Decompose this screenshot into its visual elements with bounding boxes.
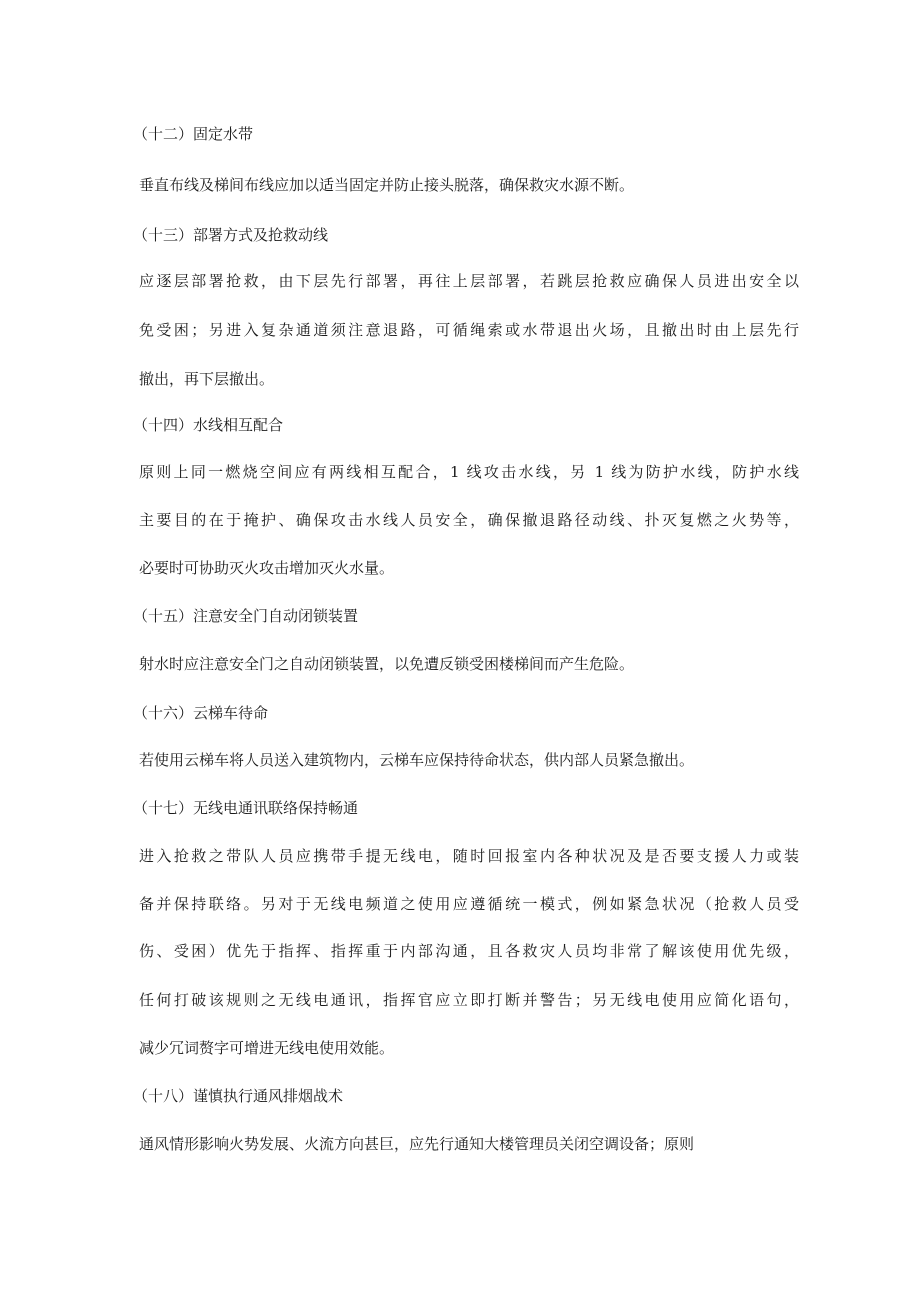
section-heading: （十三）部署方式及抢救动线 <box>133 226 329 244</box>
paragraph-line: 进入抢救之带队人员应携带手提无线电，随时回报室内各种状况及是否要支援人力或装 <box>139 847 799 865</box>
paragraph-line: 射水时应注意安全门之自动闭锁装置，以免遭反锁受困楼梯间而产生危险。 <box>139 655 635 673</box>
paragraph-line: 通风情形影响火势发展、火流方向甚巨，应先行通知大楼管理员关闭空调设备；原则 <box>139 1135 695 1153</box>
paragraph-line: 主要目的在于掩护、确保攻击水线人员安全，确保撤退路径动线、扑灭复燃之火势等， <box>139 511 799 529</box>
section-heading: （十二）固定水带 <box>133 125 254 143</box>
paragraph-line: 必要时可协助灭火攻击增加灭火水量。 <box>139 559 395 577</box>
paragraph-line: 减少冗词赘字可增进无线电使用效能。 <box>139 1039 395 1057</box>
section-heading: （十八）谨慎执行通风排烟战术 <box>133 1087 344 1105</box>
section-heading: （十四）水线相互配合 <box>133 416 284 434</box>
paragraph-line: 垂直布线及梯间布线应加以适当固定并防止接头脱落，确保救灾水源不断。 <box>139 176 635 194</box>
paragraph-line: 原则上同一燃烧空间应有两线相互配合，1 线攻击水线，另 1 线为防护水线，防护水线 <box>139 463 799 481</box>
paragraph-line: 备并保持联络。另对于无线电频道之使用应遵循统一模式，例如紧急状况（抢救人员受 <box>139 895 799 913</box>
paragraph-line: 免受困；另进入复杂通道须注意退路，可循绳索或水带退出火场，且撤出时由上层先行 <box>139 321 799 339</box>
paragraph-line: 应逐层部署抢救，由下层先行部署，再往上层部署，若跳层抢救应确保人员进出安全以 <box>139 272 799 290</box>
section-heading: （十七）无线电通讯联络保持畅通 <box>133 799 359 817</box>
paragraph-line: 伤、受困）优先于指挥、指挥重于内部沟通，且各救灾人员均非常了解该使用优先级， <box>139 942 799 960</box>
paragraph-line: 若使用云梯车将人员送入建筑物内，云梯车应保持待命状态，供内部人员紧急撤出。 <box>139 751 695 769</box>
section-heading: （十五）注意安全门自动闭锁装置 <box>133 607 359 625</box>
paragraph-line: 任何打破该规则之无线电通讯，指挥官应立即打断并警告；另无线电使用应简化语句， <box>139 991 799 1009</box>
paragraph-line: 撤出，再下层撤出。 <box>139 370 275 388</box>
section-heading: （十六）云梯车待命 <box>133 704 269 722</box>
